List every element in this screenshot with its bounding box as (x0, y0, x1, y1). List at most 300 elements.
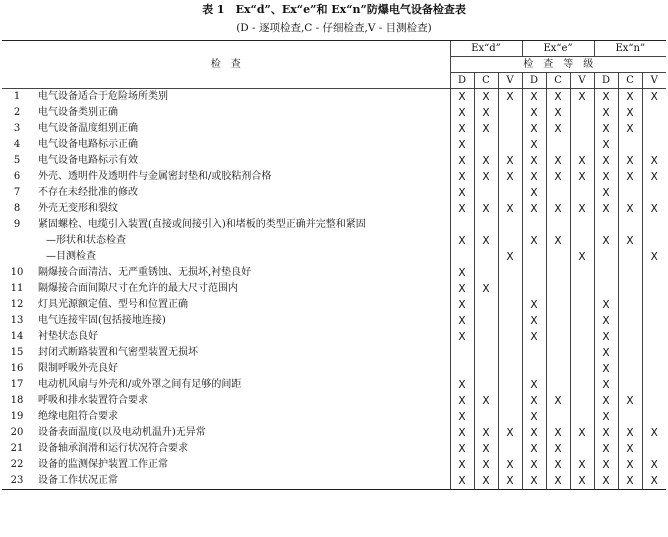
check-mark (642, 313, 666, 329)
table-row (2, 329, 666, 345)
check-mark: X (618, 457, 642, 473)
check-mark: X (570, 473, 594, 490)
table-row (2, 185, 666, 201)
check-mark (546, 409, 570, 425)
check-mark: X (522, 297, 546, 313)
check-mark (642, 409, 666, 425)
row-number: 16 (10, 363, 24, 374)
check-mark (642, 217, 666, 233)
row-number: 13 (10, 315, 24, 326)
level-d: D (522, 73, 546, 89)
check-mark (594, 249, 618, 265)
table-row (2, 393, 666, 409)
check-mark (570, 441, 594, 457)
check-mark: X (594, 233, 618, 249)
check-mark (546, 185, 570, 201)
row-description: 电气设备适合于危险场所类别 (38, 91, 168, 102)
check-mark (642, 121, 666, 137)
check-mark (594, 217, 618, 233)
check-mark: X (618, 105, 642, 121)
check-mark: X (450, 233, 474, 249)
check-mark (546, 217, 570, 233)
table-row (2, 361, 666, 377)
check-mark (618, 377, 642, 393)
check-mark: X (570, 457, 594, 473)
table-row (2, 169, 666, 185)
check-mark: X (450, 105, 474, 121)
row-number: 8 (13, 203, 21, 214)
inspect-header-label: 检 查 (210, 59, 241, 70)
check-mark (498, 441, 522, 457)
check-mark (618, 281, 642, 297)
check-mark: X (594, 329, 618, 345)
check-mark (618, 345, 642, 361)
check-mark (498, 393, 522, 409)
check-mark: X (474, 281, 498, 297)
check-mark (474, 249, 498, 265)
check-mark: X (450, 121, 474, 137)
check-mark: X (570, 249, 594, 265)
table-row (2, 233, 666, 249)
row-description: 电气设备温度组别正确 (38, 123, 138, 134)
table-row (2, 377, 666, 393)
row-description: 紧固螺栓、电缆引入装置(直接或间接引入)和堵板的类型正确并完整和紧固 (38, 219, 366, 230)
check-mark: X (594, 441, 618, 457)
check-mark: X (474, 473, 498, 490)
check-mark (642, 137, 666, 153)
check-mark: X (474, 121, 498, 137)
row-number (2, 233, 32, 249)
row-number: 4 (13, 139, 21, 150)
check-mark (474, 377, 498, 393)
check-mark (642, 265, 666, 281)
check-mark (642, 329, 666, 345)
row-description: 设备表面温度(以及电动机温升)无异常 (38, 427, 206, 438)
check-mark: X (450, 409, 474, 425)
check-mark: X (594, 201, 618, 217)
table-row (2, 345, 666, 361)
check-mark: X (642, 457, 666, 473)
check-mark: X (474, 425, 498, 441)
group-header-e: Ex“e” (522, 41, 594, 57)
table-row (2, 217, 666, 233)
check-mark: X (594, 105, 618, 121)
check-mark: X (546, 153, 570, 169)
table-row (2, 201, 666, 217)
check-mark: X (450, 425, 474, 441)
row-number: 15 (10, 347, 24, 358)
check-mark (546, 345, 570, 361)
row-number: 20 (10, 427, 24, 438)
check-mark: X (594, 137, 618, 153)
check-mark: X (450, 153, 474, 169)
check-mark: X (450, 441, 474, 457)
check-mark (642, 281, 666, 297)
row-description: 电气设备电路标示正确 (38, 139, 138, 150)
level-v: V (498, 73, 522, 89)
check-mark (618, 217, 642, 233)
check-mark: X (522, 185, 546, 201)
row-description: 不存在未经批准的修改 (38, 187, 138, 198)
check-mark: X (522, 425, 546, 441)
row-description: 电气设备类别正确 (38, 107, 118, 118)
check-mark: X (474, 441, 498, 457)
check-mark (546, 137, 570, 153)
check-mark (642, 345, 666, 361)
check-mark: X (618, 393, 642, 409)
check-mark (498, 345, 522, 361)
check-mark (498, 361, 522, 377)
table-row (2, 105, 666, 121)
check-mark (474, 265, 498, 281)
table-row (2, 425, 666, 441)
row-description: 外壳无变形和裂纹 (38, 203, 118, 214)
table-row (2, 249, 666, 265)
check-mark: X (450, 201, 474, 217)
check-mark: X (522, 105, 546, 121)
check-mark: X (618, 201, 642, 217)
row-description: 外壳、透明件及透明件与金属密封垫和/或胶粘剂合格 (38, 171, 272, 182)
row-description: 设备的监测保护装置工作正常 (38, 459, 168, 470)
table-row (2, 137, 666, 153)
check-mark: X (498, 201, 522, 217)
row-description: —目测检查 (46, 251, 96, 262)
check-mark (498, 329, 522, 345)
check-mark (498, 105, 522, 121)
check-mark: X (594, 377, 618, 393)
check-mark: X (522, 169, 546, 185)
check-mark (618, 185, 642, 201)
row-number: 10 (10, 267, 24, 278)
table-row (2, 121, 666, 137)
row-description: 电气设备电路标示有效 (38, 155, 138, 166)
check-mark (474, 297, 498, 313)
check-mark: X (522, 89, 546, 106)
check-mark: X (546, 169, 570, 185)
check-mark: X (594, 185, 618, 201)
check-mark: X (474, 153, 498, 169)
check-mark (570, 313, 594, 329)
check-mark: X (618, 425, 642, 441)
check-mark (570, 121, 594, 137)
check-mark: X (474, 105, 498, 121)
check-mark: X (450, 457, 474, 473)
check-mark: X (618, 121, 642, 137)
check-mark (498, 409, 522, 425)
check-mark: X (642, 89, 666, 106)
check-mark (570, 217, 594, 233)
check-mark (522, 217, 546, 233)
check-mark (570, 345, 594, 361)
check-mark: X (498, 169, 522, 185)
check-mark: X (498, 89, 522, 106)
check-mark (642, 377, 666, 393)
check-mark: X (546, 105, 570, 121)
check-mark (546, 361, 570, 377)
check-mark: X (618, 233, 642, 249)
row-description: 电动机风扇与外壳和/或外罩之间有足够的间距 (38, 379, 242, 390)
row-description: 电气连接牢固(包括接地连接) (38, 315, 166, 326)
check-mark (522, 281, 546, 297)
check-mark (474, 409, 498, 425)
check-mark (618, 297, 642, 313)
check-mark: X (618, 441, 642, 457)
check-mark (474, 361, 498, 377)
level-v: V (642, 73, 666, 89)
group-header-d: Ex“d” (450, 41, 522, 57)
check-mark: X (618, 89, 642, 106)
check-mark (570, 329, 594, 345)
check-mark (594, 265, 618, 281)
check-mark (546, 265, 570, 281)
check-mark (570, 281, 594, 297)
check-mark (498, 377, 522, 393)
check-mark: X (522, 377, 546, 393)
check-mark (498, 185, 522, 201)
check-mark (474, 329, 498, 345)
check-mark: X (594, 393, 618, 409)
check-mark: X (642, 473, 666, 490)
check-mark: X (450, 89, 474, 106)
check-mark (570, 265, 594, 281)
row-number: 12 (10, 299, 24, 310)
check-mark (450, 361, 474, 377)
table-row (2, 153, 666, 169)
row-description: 封闭式断路装置和气密型装置无损坏 (38, 347, 198, 358)
row-description: 限制呼吸外壳良好 (38, 363, 118, 374)
row-description: 隔爆接合面清洁、无严重锈蚀、无损坏,衬垫良好 (38, 267, 252, 278)
check-mark (498, 313, 522, 329)
check-mark: X (642, 249, 666, 265)
check-mark: X (546, 473, 570, 490)
check-mark (546, 313, 570, 329)
check-mark (642, 105, 666, 121)
check-mark: X (522, 201, 546, 217)
check-mark: X (450, 137, 474, 153)
check-mark: X (546, 89, 570, 106)
check-mark: X (498, 457, 522, 473)
check-mark (546, 281, 570, 297)
check-mark: X (474, 457, 498, 473)
check-mark: X (498, 249, 522, 265)
check-mark: X (546, 425, 570, 441)
check-mark (546, 377, 570, 393)
check-mark: X (450, 393, 474, 409)
row-description: 隔爆接合面间隙尺寸在允许的最大尺寸范围内 (38, 283, 238, 294)
check-mark (618, 265, 642, 281)
check-mark (570, 361, 594, 377)
row-description: 灯具光源额定值、型号和位置正确 (38, 299, 188, 310)
row-description: 设备轴承润滑和运行状况符合要求 (38, 443, 188, 454)
row-description: 绝缘电阻符合要求 (38, 411, 118, 422)
check-mark: X (642, 169, 666, 185)
check-mark (450, 249, 474, 265)
check-mark: X (570, 89, 594, 106)
grade-header: 检 查 等 级 (450, 57, 666, 73)
check-mark (642, 297, 666, 313)
table-row (2, 297, 666, 313)
check-mark: X (498, 425, 522, 441)
check-mark (570, 377, 594, 393)
check-mark (594, 281, 618, 297)
check-mark (474, 185, 498, 201)
check-mark: X (522, 153, 546, 169)
table-title: 表 1 Ex“d”、Ex“e”和 Ex“n”防爆电气设备检查表 (202, 3, 466, 16)
check-mark: X (618, 473, 642, 490)
row-number (2, 249, 32, 265)
check-mark: X (642, 153, 666, 169)
row-number: 11 (10, 283, 24, 294)
table-header (2, 41, 666, 89)
inspect-header (2, 41, 450, 89)
table-subtitle: (D - 逐项检查,C - 仔细检查,V - 目测检查) (236, 22, 432, 34)
table-row (2, 265, 666, 281)
check-mark: X (546, 233, 570, 249)
check-mark: X (450, 329, 474, 345)
row-description: 呼吸和排水装置符合要求 (38, 395, 148, 406)
row-number: 18 (10, 395, 24, 406)
check-mark (498, 233, 522, 249)
check-mark: X (450, 185, 474, 201)
check-mark: X (522, 313, 546, 329)
check-mark (450, 217, 474, 233)
check-mark: X (450, 265, 474, 281)
level-d: D (450, 73, 474, 89)
check-mark: X (594, 425, 618, 441)
row-description: —形状和状态检查 (46, 235, 126, 246)
check-mark (570, 409, 594, 425)
check-mark (546, 297, 570, 313)
check-mark: X (546, 457, 570, 473)
check-mark (618, 249, 642, 265)
check-mark: X (642, 425, 666, 441)
check-mark (474, 137, 498, 153)
check-mark: X (522, 329, 546, 345)
table-row (2, 441, 666, 457)
check-mark: X (618, 153, 642, 169)
check-mark (498, 121, 522, 137)
table-row (2, 457, 666, 473)
row-number: 17 (10, 379, 24, 390)
check-mark (642, 393, 666, 409)
check-mark (522, 361, 546, 377)
inspection-table (2, 40, 666, 490)
check-mark (474, 217, 498, 233)
level-d: D (594, 73, 618, 89)
check-mark: X (474, 89, 498, 106)
check-mark (474, 313, 498, 329)
check-mark: X (474, 201, 498, 217)
check-mark (498, 281, 522, 297)
check-mark: X (594, 297, 618, 313)
check-mark (474, 345, 498, 361)
check-mark: X (522, 457, 546, 473)
check-mark (546, 249, 570, 265)
check-mark (618, 313, 642, 329)
check-mark (450, 345, 474, 361)
check-mark (546, 329, 570, 345)
check-mark: X (642, 201, 666, 217)
check-mark: X (522, 409, 546, 425)
row-number: 19 (10, 411, 24, 422)
check-mark: X (474, 393, 498, 409)
check-mark (570, 185, 594, 201)
check-mark: X (450, 377, 474, 393)
row-number: 2 (13, 107, 21, 118)
row-number: 6 (13, 171, 21, 182)
check-mark (642, 361, 666, 377)
check-mark (618, 409, 642, 425)
check-mark: X (474, 169, 498, 185)
check-mark: X (570, 425, 594, 441)
check-mark (570, 105, 594, 121)
check-mark: X (546, 121, 570, 137)
check-mark: X (546, 441, 570, 457)
check-mark: X (474, 233, 498, 249)
row-description: 设备工作状况正常 (32, 473, 450, 490)
row-number: 7 (13, 187, 21, 198)
check-mark (642, 185, 666, 201)
check-mark: X (498, 153, 522, 169)
row-description: 衬垫状态良好 (38, 331, 98, 342)
check-mark: X (450, 297, 474, 313)
check-mark: X (570, 169, 594, 185)
check-mark: X (594, 409, 618, 425)
check-mark: X (594, 121, 618, 137)
row-number: 23 (2, 473, 32, 490)
check-mark: X (618, 169, 642, 185)
check-mark (498, 265, 522, 281)
check-mark: X (594, 345, 618, 361)
check-mark: X (522, 233, 546, 249)
check-mark: X (594, 89, 618, 106)
level-c: C (618, 73, 642, 89)
check-mark: X (522, 473, 546, 490)
level-c: C (474, 73, 498, 89)
check-mark (522, 265, 546, 281)
table-body (2, 89, 666, 490)
level-c: C (546, 73, 570, 89)
row-number: 14 (10, 331, 24, 342)
level-v: V (570, 73, 594, 89)
check-mark: X (522, 441, 546, 457)
check-mark: X (522, 137, 546, 153)
check-mark: X (570, 153, 594, 169)
check-mark: X (450, 473, 474, 490)
table-row (2, 473, 666, 490)
check-mark: X (594, 361, 618, 377)
check-mark (498, 217, 522, 233)
table-row (2, 409, 666, 425)
check-mark (570, 233, 594, 249)
check-mark (618, 361, 642, 377)
table-row (2, 313, 666, 329)
row-number: 5 (13, 155, 21, 166)
check-mark: X (594, 473, 618, 490)
check-mark (570, 137, 594, 153)
group-header-n: Ex“n” (594, 41, 666, 57)
check-mark: X (594, 153, 618, 169)
check-mark: X (546, 393, 570, 409)
check-mark: X (594, 169, 618, 185)
check-mark: X (522, 121, 546, 137)
row-number: 1 (13, 91, 21, 102)
check-mark: X (570, 201, 594, 217)
table-row (2, 89, 666, 106)
check-mark: X (594, 313, 618, 329)
check-mark: X (450, 313, 474, 329)
check-mark: X (450, 281, 474, 297)
